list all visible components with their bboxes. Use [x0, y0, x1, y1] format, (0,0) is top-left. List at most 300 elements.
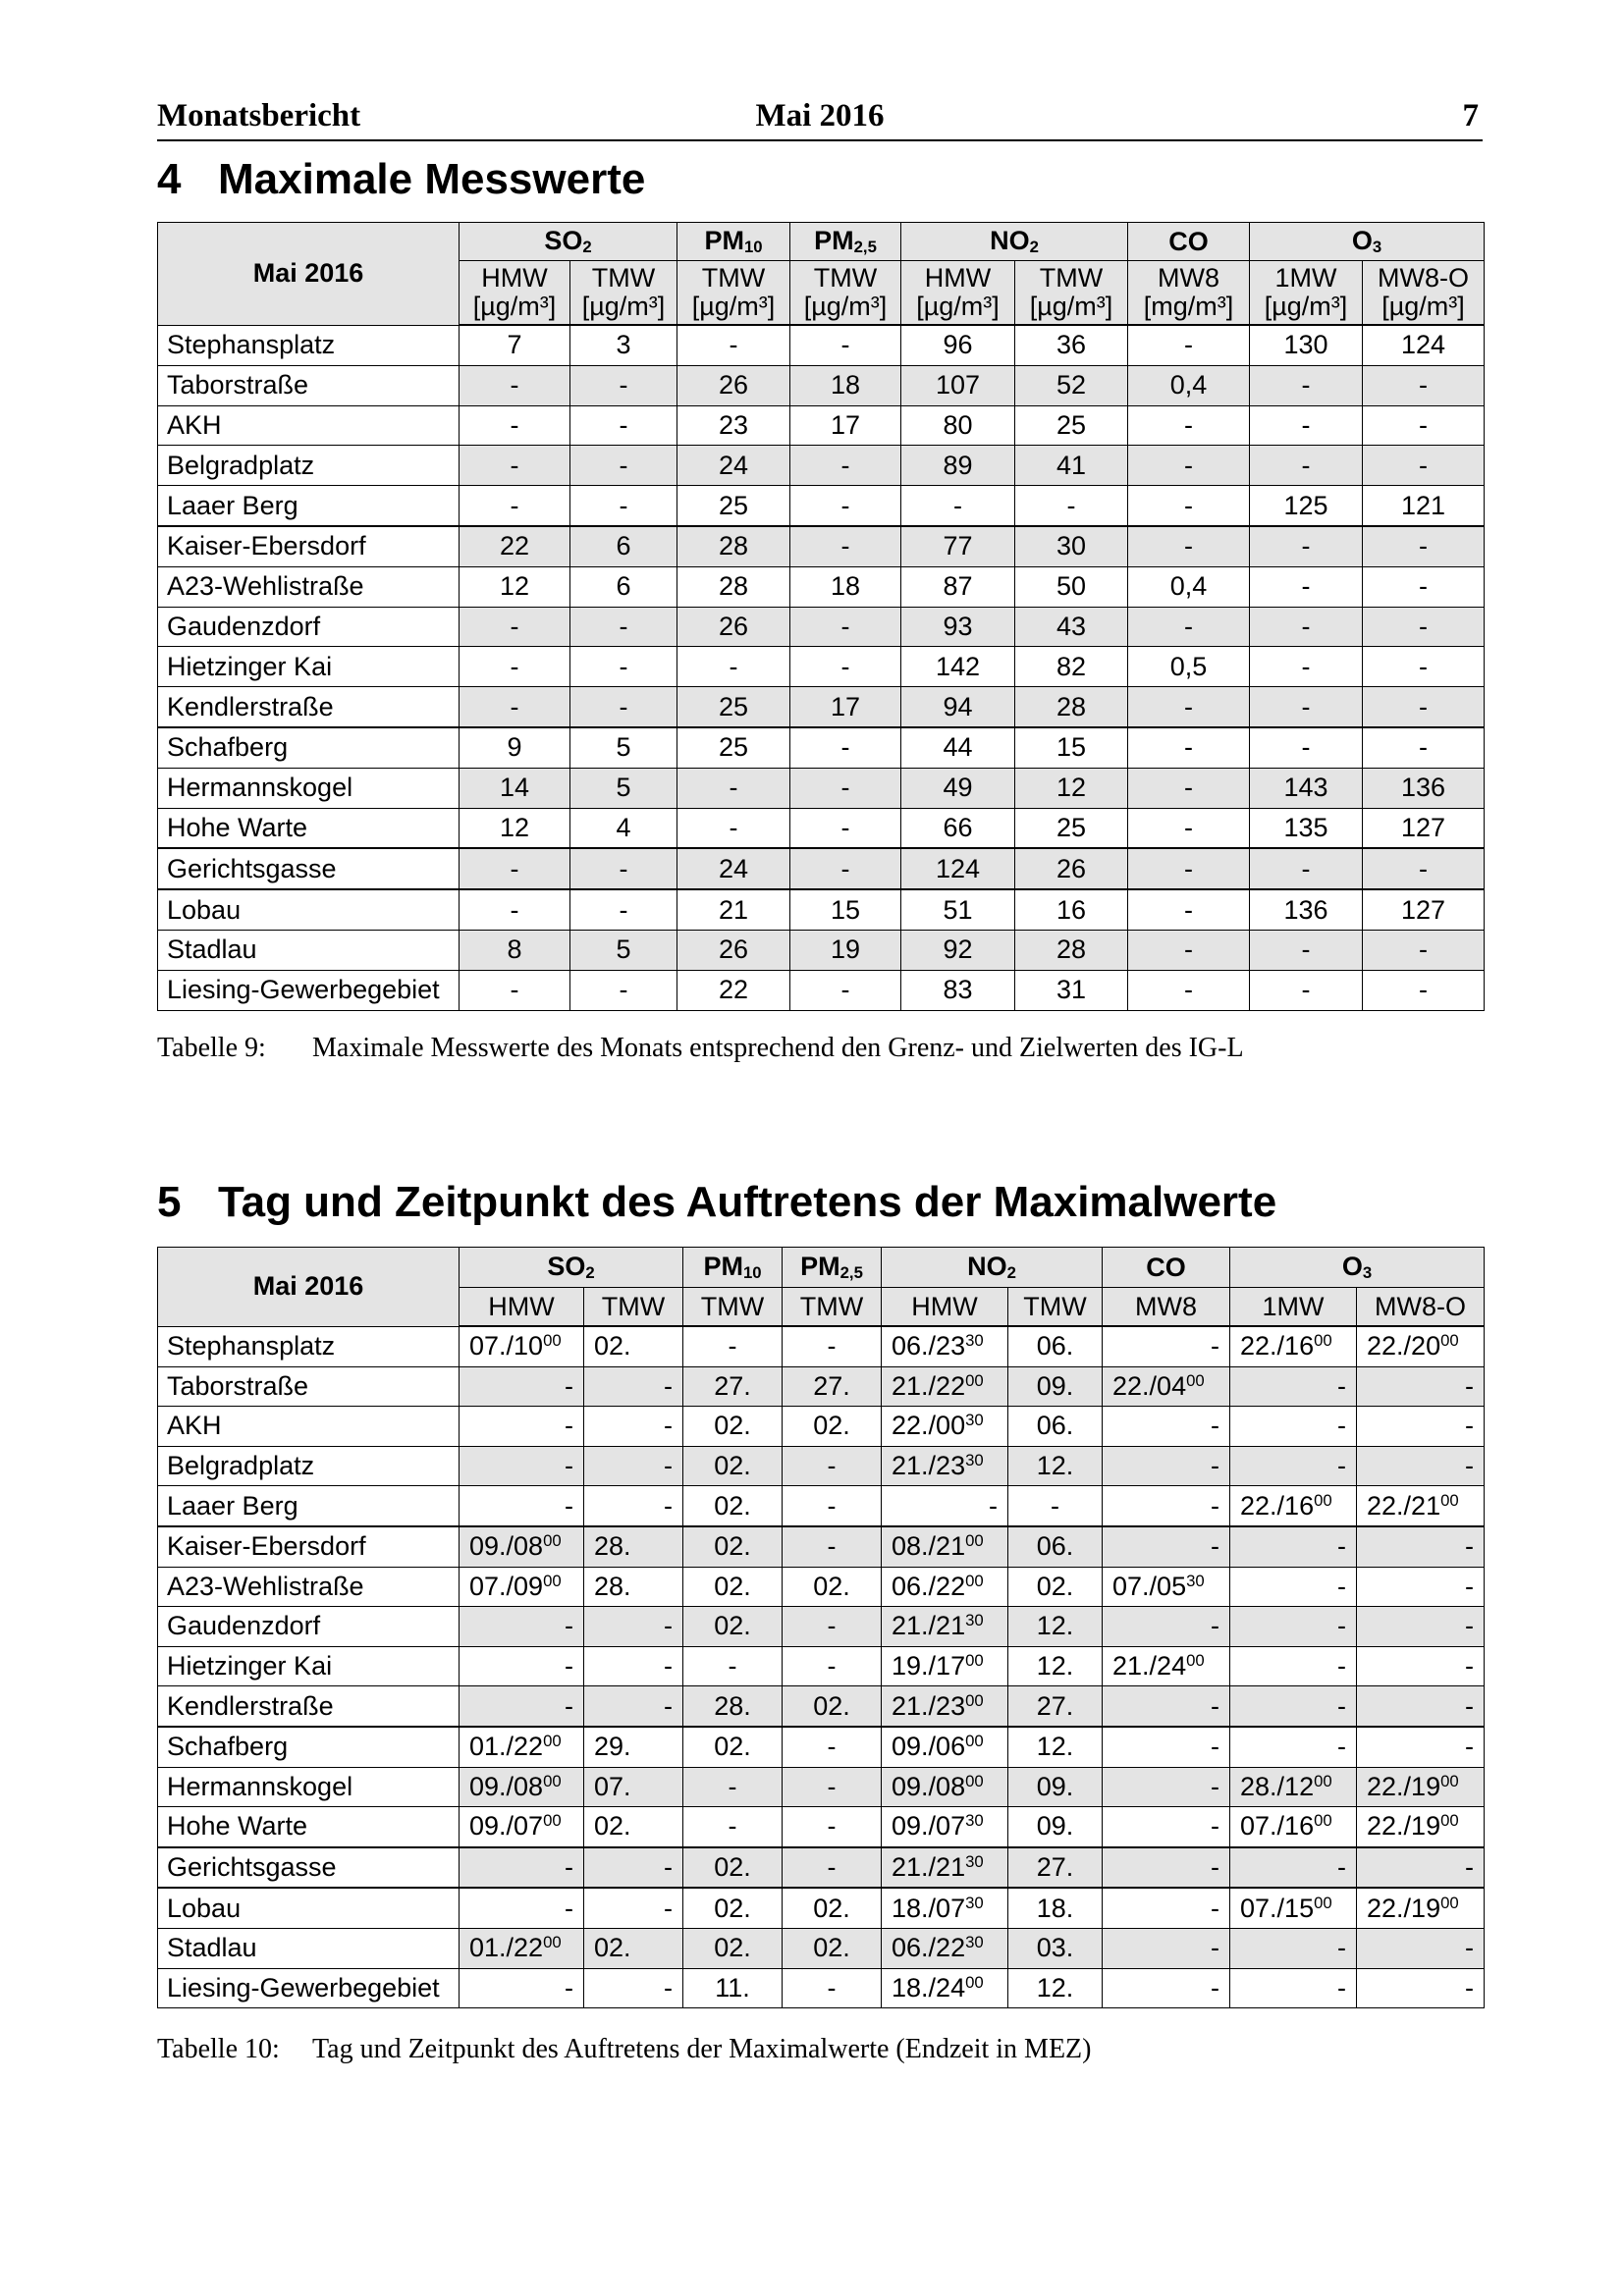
- day-value: 18./07: [892, 1893, 966, 1923]
- time-cell: [1008, 1607, 1103, 1647]
- table10-col-header: HMW: [882, 1288, 1008, 1327]
- value-cell: 22: [677, 970, 790, 1010]
- value-cell: -: [790, 446, 901, 486]
- time-cell: [882, 1526, 1008, 1567]
- minute-value: 00: [965, 1571, 984, 1590]
- table9-caption-label: Tabelle 9:: [157, 1033, 266, 1063]
- time-cell: [683, 1686, 783, 1727]
- day-value: 18./24: [892, 1972, 966, 2002]
- day-value: 02.: [1036, 1571, 1074, 1601]
- time-cell: [1357, 1446, 1485, 1486]
- table-row: [158, 1646, 1485, 1686]
- station-name: Kendlerstraße: [158, 687, 460, 727]
- time-cell: [1230, 1847, 1357, 1889]
- time-cell: [1103, 1807, 1230, 1847]
- station-name: Taborstraße: [158, 1366, 460, 1407]
- table-row: [158, 889, 1485, 930]
- time-cell: [1103, 1847, 1230, 1889]
- value-cell: 51: [901, 889, 1015, 930]
- value-cell: 142: [901, 647, 1015, 687]
- column-unit: [µg/m³]: [691, 292, 776, 321]
- minute-value: 00: [1314, 1893, 1332, 1912]
- value-cell: -: [1363, 727, 1485, 768]
- day-value: 06./22: [892, 1933, 966, 1963]
- value-cell: 17: [790, 405, 901, 446]
- station-name: Stadlau: [158, 1928, 460, 1968]
- table-row: [158, 1686, 1485, 1727]
- time-cell: [584, 1407, 683, 1447]
- day-value: 22./16: [1240, 1331, 1315, 1362]
- day-value: 07.: [594, 1771, 631, 1801]
- time-cell: [1103, 1366, 1230, 1407]
- day-value: 07./05: [1112, 1571, 1187, 1601]
- value-cell: 36: [1015, 325, 1128, 365]
- section-5-number: 5: [157, 1178, 182, 1226]
- value-cell: 124: [901, 848, 1015, 889]
- day-value: 02.: [714, 1933, 751, 1963]
- station-name: Schafberg: [158, 727, 460, 768]
- value-cell: -: [570, 970, 677, 1010]
- day-value: -: [565, 1852, 573, 1883]
- station-name: Gerichtsgasse: [158, 1847, 460, 1889]
- table10-group-o3: $O_3$: [1230, 1248, 1485, 1288]
- day-value: -: [827, 1852, 837, 1883]
- day-value: -: [1211, 1933, 1220, 1963]
- time-cell: [683, 1646, 783, 1686]
- value-cell: 43: [1015, 607, 1128, 647]
- value-cell: 50: [1015, 566, 1128, 607]
- minute-value: 00: [1186, 1651, 1205, 1671]
- table-row: [158, 1928, 1485, 1968]
- time-cell: [1357, 1526, 1485, 1567]
- day-value: -: [1337, 1531, 1347, 1562]
- column-unit: [µg/m³]: [1264, 292, 1348, 321]
- value-cell: -: [1250, 607, 1363, 647]
- time-cell: [460, 1407, 584, 1447]
- time-cell: [683, 1446, 783, 1486]
- minute-value: 00: [543, 1331, 562, 1351]
- value-cell: 143: [1250, 768, 1363, 808]
- time-cell: [783, 1807, 882, 1847]
- time-cell: [1230, 1526, 1357, 1567]
- station-name: Hietzinger Kai: [158, 1646, 460, 1686]
- value-cell: -: [1250, 446, 1363, 486]
- station-name: Hermannskogel: [158, 768, 460, 808]
- value-cell: -: [1128, 727, 1250, 768]
- time-cell: [783, 1366, 882, 1407]
- table-row: [158, 687, 1485, 727]
- time-cell: [1008, 1526, 1103, 1567]
- time-cell: [1230, 1767, 1357, 1807]
- station-name: Gaudenzdorf: [158, 1607, 460, 1647]
- value-cell: -: [460, 889, 570, 930]
- time-cell: [1103, 1727, 1230, 1767]
- minute-value: 30: [965, 1411, 984, 1430]
- value-cell: 26: [677, 930, 790, 970]
- time-cell: [1008, 1928, 1103, 1968]
- day-value: -: [664, 1451, 674, 1481]
- day-value: -: [827, 1451, 837, 1481]
- day-value: -: [827, 1811, 837, 1842]
- value-cell: 26: [677, 365, 790, 405]
- time-cell: [683, 1727, 783, 1767]
- table-row: [158, 365, 1485, 405]
- day-value: 01./22: [469, 1933, 544, 1963]
- day-value: -: [664, 1893, 674, 1923]
- value-cell: -: [460, 365, 570, 405]
- time-cell: [783, 1526, 882, 1567]
- value-cell: -: [1128, 405, 1250, 446]
- day-value: -: [827, 1972, 837, 2002]
- day-value: 27.: [813, 1370, 850, 1401]
- day-value: 06./22: [892, 1571, 966, 1601]
- value-cell: -: [570, 405, 677, 446]
- station-name: Gerichtsgasse: [158, 848, 460, 889]
- section-4-title: Maximale Messwerte: [218, 155, 646, 203]
- table-row: [158, 1807, 1485, 1847]
- day-value: -: [1337, 1690, 1347, 1721]
- day-value: 21./23: [892, 1690, 966, 1721]
- time-cell: [584, 1767, 683, 1807]
- column-label: TMW: [701, 263, 766, 293]
- value-cell: 0,5: [1128, 647, 1250, 687]
- value-cell: -: [790, 526, 901, 566]
- day-value: 22./19: [1367, 1893, 1441, 1923]
- value-cell: -: [1128, 687, 1250, 727]
- time-cell: [1230, 1366, 1357, 1407]
- value-cell: 87: [901, 566, 1015, 607]
- time-cell: [1103, 1646, 1230, 1686]
- day-value: 07./09: [469, 1571, 544, 1601]
- station-name: Schafberg: [158, 1727, 460, 1767]
- value-cell: -: [1363, 970, 1485, 1010]
- value-cell: 83: [901, 970, 1015, 1010]
- column-label: MW8-O: [1378, 263, 1470, 293]
- time-cell: [1103, 1968, 1230, 2008]
- value-cell: 9: [460, 727, 570, 768]
- minute-value: 00: [965, 1771, 984, 1790]
- table9-corner: Mai 2016: [158, 223, 460, 326]
- minute-value: 30: [965, 1451, 984, 1470]
- day-value: 12.: [1036, 1611, 1074, 1641]
- value-cell: 8: [460, 930, 570, 970]
- time-cell: [683, 1486, 783, 1526]
- day-value: -: [989, 1490, 999, 1521]
- value-cell: 89: [901, 446, 1015, 486]
- table10-group-no2: $NO_2$: [882, 1248, 1103, 1288]
- value-cell: -: [1128, 526, 1250, 566]
- table-row: [158, 768, 1485, 808]
- table-row: [158, 1888, 1485, 1928]
- table-row: [158, 970, 1485, 1010]
- time-cell: [783, 1727, 882, 1767]
- time-cell: [1357, 1888, 1485, 1928]
- time-cell: [1103, 1526, 1230, 1567]
- day-value: 22./19: [1367, 1771, 1441, 1801]
- time-cell: [1357, 1847, 1485, 1889]
- time-cell: [1230, 1968, 1357, 2008]
- value-cell: 25: [677, 486, 790, 526]
- table-row: [158, 848, 1485, 889]
- time-cell: [882, 1567, 1008, 1607]
- day-value: -: [1465, 1611, 1475, 1641]
- value-cell: 135: [1250, 808, 1363, 848]
- value-cell: 25: [677, 687, 790, 727]
- value-cell: 28: [677, 526, 790, 566]
- value-cell: 14: [460, 768, 570, 808]
- minute-value: 30: [965, 1811, 984, 1831]
- day-value: 06.: [1036, 1531, 1074, 1562]
- station-name: A23-Wehlistraße: [158, 1567, 460, 1607]
- station-name: Kaiser-Ebersdorf: [158, 526, 460, 566]
- table9-col-header: [1015, 261, 1128, 326]
- time-cell: [1103, 1567, 1230, 1607]
- minute-value: 00: [965, 1370, 984, 1390]
- table9-group-o3: $O_3$: [1250, 223, 1485, 261]
- day-value: -: [664, 1611, 674, 1641]
- value-cell: 12: [460, 566, 570, 607]
- value-cell: -: [1128, 325, 1250, 365]
- day-value: -: [1465, 1531, 1475, 1562]
- time-cell: [783, 1567, 882, 1607]
- day-value: 18.: [1036, 1893, 1074, 1923]
- value-cell: -: [460, 687, 570, 727]
- value-cell: -: [790, 486, 901, 526]
- value-cell: 31: [1015, 970, 1128, 1010]
- time-cell: [1103, 1607, 1230, 1647]
- time-cell: [683, 1526, 783, 1567]
- table-row: [158, 1326, 1485, 1366]
- day-value: -: [1465, 1370, 1475, 1401]
- value-cell: -: [1015, 486, 1128, 526]
- station-name: AKH: [158, 405, 460, 446]
- time-cell: [683, 1807, 783, 1847]
- day-value: -: [728, 1771, 737, 1801]
- day-value: 12.: [1036, 1651, 1074, 1682]
- table-row: [158, 1526, 1485, 1567]
- day-value: -: [1211, 1411, 1220, 1441]
- station-name: Stephansplatz: [158, 325, 460, 365]
- value-cell: 49: [901, 768, 1015, 808]
- value-cell: -: [570, 889, 677, 930]
- value-cell: 3: [570, 325, 677, 365]
- minute-value: 30: [965, 1893, 984, 1912]
- day-value: 27.: [1036, 1690, 1074, 1721]
- table9-group-pm10: $PM_{10}$: [677, 223, 790, 261]
- day-value: -: [1465, 1451, 1475, 1481]
- station-name: Kendlerstraße: [158, 1686, 460, 1727]
- time-cell: [584, 1486, 683, 1526]
- value-cell: -: [1363, 526, 1485, 566]
- day-value: 12.: [1036, 1451, 1074, 1481]
- day-value: 21./23: [892, 1451, 966, 1481]
- minute-value: 00: [543, 1571, 562, 1590]
- value-cell: -: [1363, 446, 1485, 486]
- table10-caption: [157, 2034, 1091, 2065]
- station-name: Laaer Berg: [158, 486, 460, 526]
- time-cell: [683, 1928, 783, 1968]
- value-cell: 41: [1015, 446, 1128, 486]
- header-page-number: 7: [1462, 98, 1479, 133]
- value-cell: -: [1250, 365, 1363, 405]
- table-row: [158, 1767, 1485, 1807]
- table9-caption-text: Maximale Messwerte des Monats entsprechend den Grenz- und Zielwerten des IG-L: [312, 1033, 1244, 1063]
- station-name: Hietzinger Kai: [158, 647, 460, 687]
- time-cell: [460, 1847, 584, 1889]
- day-value: -: [565, 1490, 573, 1521]
- time-cell: [584, 1607, 683, 1647]
- value-cell: 28: [1015, 687, 1128, 727]
- table9-group-so2: $SO_2$: [460, 223, 677, 261]
- day-value: -: [827, 1771, 837, 1801]
- day-value: 06.: [1036, 1331, 1074, 1362]
- day-value: -: [664, 1690, 674, 1721]
- time-cell: [460, 1646, 584, 1686]
- station-name: Lobau: [158, 889, 460, 930]
- value-cell: 4: [570, 808, 677, 848]
- time-cell: [1230, 1486, 1357, 1526]
- day-value: -: [827, 1331, 837, 1362]
- time-cell: [460, 1807, 584, 1847]
- day-value: -: [1337, 1732, 1347, 1762]
- table-row: [158, 1847, 1485, 1889]
- value-cell: -: [1250, 970, 1363, 1010]
- time-cell: [584, 1928, 683, 1968]
- value-cell: -: [1250, 687, 1363, 727]
- value-cell: -: [1128, 768, 1250, 808]
- table9-col-header: [570, 261, 677, 326]
- time-cell: [584, 1366, 683, 1407]
- value-cell: -: [1363, 566, 1485, 607]
- value-cell: 26: [677, 607, 790, 647]
- value-cell: -: [790, 727, 901, 768]
- day-value: -: [728, 1811, 737, 1842]
- value-cell: -: [1363, 405, 1485, 446]
- table10-group-pm10: $PM_{10}$: [683, 1248, 783, 1288]
- time-cell: [1103, 1326, 1230, 1366]
- value-cell: 6: [570, 526, 677, 566]
- minute-value: 00: [965, 1972, 984, 1992]
- minute-value: 00: [1314, 1771, 1332, 1790]
- column-unit: [µg/m³]: [1029, 292, 1113, 321]
- time-cell: [1103, 1888, 1230, 1928]
- minute-value: 00: [1314, 1811, 1332, 1831]
- value-cell: 24: [677, 848, 790, 889]
- value-cell: -: [1250, 848, 1363, 889]
- day-value: 22./00: [892, 1411, 966, 1441]
- day-value: 02.: [714, 1451, 751, 1481]
- time-cell: [683, 1968, 783, 2008]
- day-value: -: [1211, 1811, 1220, 1842]
- value-cell: 44: [901, 727, 1015, 768]
- time-cell: [783, 1607, 882, 1647]
- time-cell: [1008, 1407, 1103, 1447]
- value-cell: 136: [1363, 768, 1485, 808]
- time-cell: [683, 1366, 783, 1407]
- table10-col-header: MW8-O: [1357, 1288, 1485, 1327]
- day-value: -: [565, 1690, 573, 1721]
- minute-value: 00: [1440, 1893, 1459, 1912]
- time-cell: [460, 1446, 584, 1486]
- day-value: -: [1465, 1571, 1475, 1601]
- station-name: Gaudenzdorf: [158, 607, 460, 647]
- column-label: TMW: [591, 263, 656, 293]
- column-unit: [µg/m³]: [581, 292, 666, 321]
- value-cell: 124: [1363, 325, 1485, 365]
- time-cell: [1008, 1767, 1103, 1807]
- time-cell: [1008, 1486, 1103, 1526]
- time-cell: [1230, 1407, 1357, 1447]
- time-cell: [1230, 1727, 1357, 1767]
- day-value: -: [1337, 1571, 1347, 1601]
- table10-col-header: TMW: [683, 1288, 783, 1327]
- table-row: [158, 1366, 1485, 1407]
- time-cell: [1103, 1928, 1230, 1968]
- day-value: -: [1465, 1732, 1475, 1762]
- day-value: -: [1337, 1611, 1347, 1641]
- value-cell: 125: [1250, 486, 1363, 526]
- table9-col-header: [1363, 261, 1485, 326]
- day-value: 09./07: [469, 1811, 544, 1842]
- day-value: 22./04: [1112, 1370, 1187, 1401]
- day-value: 02.: [714, 1852, 751, 1883]
- value-cell: 25: [677, 727, 790, 768]
- value-cell: 15: [1015, 727, 1128, 768]
- day-value: 02.: [714, 1411, 751, 1441]
- station-name: Liesing-Gewerbegebiet: [158, 1968, 460, 2008]
- value-cell: 80: [901, 405, 1015, 446]
- time-cell: [1357, 1607, 1485, 1647]
- value-cell: 19: [790, 930, 901, 970]
- station-name: Belgradplatz: [158, 446, 460, 486]
- time-cell: [1008, 1807, 1103, 1847]
- value-cell: 25: [1015, 808, 1128, 848]
- value-cell: 17: [790, 687, 901, 727]
- time-cell: [683, 1567, 783, 1607]
- value-cell: -: [460, 848, 570, 889]
- time-cell: [1357, 1807, 1485, 1847]
- time-cell: [1103, 1446, 1230, 1486]
- value-cell: -: [790, 848, 901, 889]
- day-value: 21./21: [892, 1852, 966, 1883]
- station-name: Liesing-Gewerbegebiet: [158, 970, 460, 1010]
- value-cell: 5: [570, 768, 677, 808]
- time-cell: [783, 1968, 882, 2008]
- day-value: -: [1465, 1690, 1475, 1721]
- day-value: -: [827, 1611, 837, 1641]
- time-cell: [584, 1646, 683, 1686]
- day-value: -: [664, 1490, 674, 1521]
- time-cell: [1357, 1567, 1485, 1607]
- time-cell: [1103, 1407, 1230, 1447]
- time-cell: [1008, 1646, 1103, 1686]
- table10-col-header: TMW: [1008, 1288, 1103, 1327]
- time-cell: [1230, 1686, 1357, 1727]
- value-cell: -: [570, 486, 677, 526]
- section-5-title: Tag und Zeitpunkt des Auftretens der Maximalwerte: [218, 1178, 1277, 1226]
- station-name: Laaer Berg: [158, 1486, 460, 1526]
- time-cell: [460, 1727, 584, 1767]
- table-row: [158, 1407, 1485, 1447]
- value-cell: -: [1363, 365, 1485, 405]
- time-cell: [683, 1326, 783, 1366]
- table10-col-header: 1MW: [1230, 1288, 1357, 1327]
- value-cell: -: [677, 768, 790, 808]
- day-value: 02.: [813, 1411, 850, 1441]
- day-value: 07./10: [469, 1331, 544, 1362]
- time-cell: [584, 1968, 683, 2008]
- minute-value: 00: [543, 1732, 562, 1751]
